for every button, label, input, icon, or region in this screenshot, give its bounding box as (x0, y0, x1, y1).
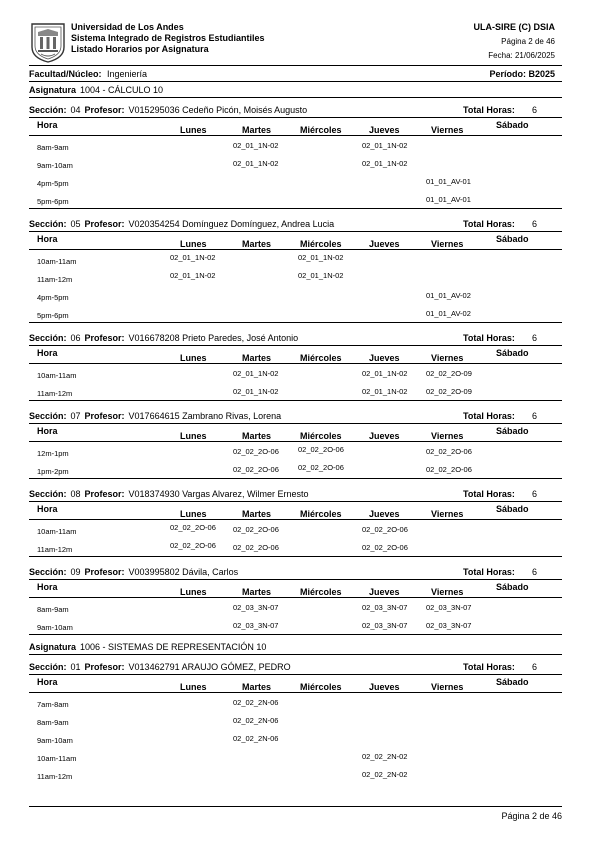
time-slot: 7am-8am (37, 700, 69, 709)
time-slot: 9am-10am (37, 736, 73, 745)
time-slot: 12m-1pm (37, 449, 69, 458)
professor-label: Profesor: (84, 219, 125, 229)
time-slot: 1pm-2pm (37, 467, 69, 476)
section-label: Sección: (29, 567, 67, 577)
time-slot: 11am-12m (37, 389, 73, 398)
total-hours-label: Total Horas: (463, 662, 515, 672)
section-label: Sección: (29, 333, 67, 343)
subject-label: Asignatura (29, 642, 77, 652)
room-cell: 02_02_2O-06 (298, 463, 344, 472)
room-cell: 02_02_2O-06 (170, 541, 216, 550)
divider (29, 478, 562, 479)
room-cell: 02_02_2O-06 (233, 465, 279, 474)
page-number-header: Página 2 de 46 (501, 37, 555, 46)
divider (29, 634, 562, 635)
report-title: Listado Horarios por Asignatura (71, 44, 209, 54)
time-slot: 10am-11am (37, 371, 77, 380)
room-cell: 02_02_2O-06 (298, 445, 344, 454)
room-cell: 02_01_1N-02 (233, 387, 279, 396)
section-number: 04 (70, 105, 81, 115)
subject-name: 1004 - CÁLCULO 10 (80, 85, 164, 95)
column-header-martes: Martes (242, 431, 272, 441)
system-name: Sistema Integrado de Registros Estudiantiles (71, 33, 265, 43)
total-hours-value: 6 (532, 489, 538, 499)
faculty-row (29, 69, 147, 79)
section-header (29, 411, 281, 421)
faculty-label: Facultad/Núcleo: (29, 69, 102, 79)
divider (29, 423, 562, 424)
column-header-hora: Hora (37, 582, 58, 592)
column-header-lunes: Lunes (180, 587, 207, 597)
app-name: ULA-SIRE (C) DSIA (473, 22, 555, 32)
column-header-hora: Hora (37, 426, 58, 436)
column-header-martes: Martes (242, 682, 272, 692)
room-cell: 02_01_1N-02 (362, 141, 408, 150)
time-slot: 11am-12m (37, 772, 73, 781)
column-header-hora: Hora (37, 120, 58, 130)
time-slot: 8am-9am (37, 143, 69, 152)
column-header-jueves: Jueves (369, 682, 400, 692)
total-hours-label: Total Horas: (463, 333, 515, 343)
column-header-hora: Hora (37, 504, 58, 514)
section-header (29, 333, 298, 343)
column-header-jueves: Jueves (369, 509, 400, 519)
section-label: Sección: (29, 662, 67, 672)
time-slot: 8am-9am (37, 718, 69, 727)
column-header-martes: Martes (242, 125, 272, 135)
professor-name: V018374930 Vargas Alvarez, Wilmer Ernesto (128, 489, 309, 499)
total-hours-label: Total Horas: (463, 105, 515, 115)
column-header-sabado: Sábado (496, 426, 529, 436)
room-cell: 02_01_1N-02 (170, 271, 216, 280)
total-hours-value: 6 (532, 333, 538, 343)
room-cell: 02_02_2N-06 (233, 716, 279, 725)
professor-label: Profesor: (84, 489, 125, 499)
section-number: 01 (70, 662, 81, 672)
room-cell: 02_03_3N-07 (233, 621, 279, 630)
section-number: 06 (70, 333, 81, 343)
column-header-viernes: Viernes (431, 353, 464, 363)
room-cell: 02_02_2N-02 (362, 752, 408, 761)
column-header-hora: Hora (37, 348, 58, 358)
section-number: 08 (70, 489, 81, 499)
professor-label: Profesor: (84, 662, 125, 672)
divider (29, 654, 562, 655)
divider (29, 692, 562, 693)
room-cell: 02_03_3N-07 (362, 603, 408, 612)
room-cell: 02_01_1N-02 (362, 387, 408, 396)
professor-label: Profesor: (84, 567, 125, 577)
column-header-sabado: Sábado (496, 120, 529, 130)
column-header-lunes: Lunes (180, 509, 207, 519)
section-number: 09 (70, 567, 81, 577)
column-header-lunes: Lunes (180, 353, 207, 363)
total-hours-label: Total Horas: (463, 219, 515, 229)
column-header-mier: Miércoles (300, 125, 342, 135)
room-cell: 02_02_2O-06 (362, 543, 408, 552)
room-cell: 02_02_2O-09 (426, 369, 472, 378)
subject-label: Asignatura (29, 85, 77, 95)
time-slot: 4pm-5pm (37, 179, 69, 188)
room-cell: 02_01_1N-02 (362, 159, 408, 168)
column-header-martes: Martes (242, 353, 272, 363)
column-header-martes: Martes (242, 509, 272, 519)
faculty-value: Ingeniería (107, 69, 148, 79)
time-slot: 9am-10am (37, 161, 73, 170)
column-header-viernes: Viernes (431, 239, 464, 249)
divider (29, 674, 562, 675)
room-cell: 02_01_1N-02 (233, 159, 279, 168)
column-header-lunes: Lunes (180, 682, 207, 692)
column-header-sabado: Sábado (496, 677, 529, 687)
section-number: 07 (70, 411, 81, 421)
professor-name: V003995802 Dávila, Carlos (128, 567, 239, 577)
column-header-viernes: Viernes (431, 125, 464, 135)
footer-divider (29, 806, 562, 807)
time-slot: 10am-11am (37, 257, 77, 266)
divider (29, 81, 562, 82)
university-seal-logo (29, 21, 67, 63)
column-header-mier: Miércoles (300, 682, 342, 692)
total-hours-value: 6 (532, 219, 538, 229)
column-header-mier: Miércoles (300, 509, 342, 519)
room-cell: 02_01_1N-02 (170, 253, 216, 262)
divider (29, 65, 562, 66)
room-cell: 02_02_2N-06 (233, 698, 279, 707)
column-header-jueves: Jueves (369, 431, 400, 441)
total-hours-label: Total Horas: (463, 567, 515, 577)
room-cell: 02_02_2O-06 (426, 447, 472, 456)
divider (29, 117, 562, 118)
room-cell: 02_01_1N-02 (233, 141, 279, 150)
total-hours-value: 6 (532, 411, 538, 421)
room-cell: 01_01_AV-01 (426, 195, 471, 204)
section-header (29, 105, 307, 115)
room-cell: 02_03_3N-07 (233, 603, 279, 612)
time-slot: 10am-11am (37, 527, 77, 536)
total-hours-label: Total Horas: (463, 411, 515, 421)
column-header-martes: Martes (242, 587, 272, 597)
time-slot: 11am-12m (37, 545, 73, 554)
professor-label: Profesor: (84, 411, 125, 421)
room-cell: 02_02_2O-09 (426, 387, 472, 396)
column-header-sabado: Sábado (496, 234, 529, 244)
divider (29, 597, 562, 598)
section-label: Sección: (29, 411, 67, 421)
time-slot: 5pm-6pm (37, 197, 69, 206)
divider (29, 501, 562, 502)
subject-title (29, 85, 163, 95)
section-header (29, 489, 308, 499)
column-header-hora: Hora (37, 234, 58, 244)
column-header-mier: Miércoles (300, 587, 342, 597)
professor-name: V013462791 ARAUJO GÓMEZ, PEDRO (128, 662, 291, 672)
university-name: Universidad de Los Andes (71, 22, 184, 32)
section-header (29, 567, 238, 577)
professor-name: V016678208 Prieto Paredes, José Antonio (128, 333, 299, 343)
divider (29, 97, 562, 98)
subject-title (29, 642, 266, 652)
column-header-sabado: Sábado (496, 582, 529, 592)
room-cell: 02_02_2O-06 (233, 543, 279, 552)
column-header-viernes: Viernes (431, 587, 464, 597)
section-header (29, 662, 291, 672)
total-hours-label: Total Horas: (463, 489, 515, 499)
time-slot: 5pm-6pm (37, 311, 69, 320)
page-number-footer: Página 2 de 46 (501, 811, 562, 821)
room-cell: 02_01_1N-02 (233, 369, 279, 378)
section-label: Sección: (29, 489, 67, 499)
room-cell: 01_01_AV-01 (426, 177, 471, 186)
divider (29, 441, 562, 442)
column-header-mier: Miércoles (300, 431, 342, 441)
room-cell: 02_02_2O-06 (362, 525, 408, 534)
professor-name: V017664615 Zambrano Rivas, Lorena (128, 411, 282, 421)
time-slot: 11am-12m (37, 275, 73, 284)
section-header (29, 219, 334, 229)
subject-name: 1006 - SISTEMAS DE REPRESENTACIÓN 10 (80, 642, 267, 652)
room-cell: 02_02_2O-06 (426, 465, 472, 474)
divider (29, 231, 562, 232)
divider (29, 400, 562, 401)
professor-label: Profesor: (84, 105, 125, 115)
time-slot: 10am-11am (37, 754, 77, 763)
column-header-lunes: Lunes (180, 431, 207, 441)
column-header-lunes: Lunes (180, 239, 207, 249)
room-cell: 01_01_AV-02 (426, 309, 471, 318)
time-slot: 9am-10am (37, 623, 73, 632)
time-slot: 8am-9am (37, 605, 69, 614)
column-header-jueves: Jueves (369, 125, 400, 135)
period: Período: B2025 (489, 69, 555, 79)
column-header-mier: Miércoles (300, 353, 342, 363)
divider (29, 556, 562, 557)
professor-label: Profesor: (84, 333, 125, 343)
section-number: 05 (70, 219, 81, 229)
room-cell: 02_02_2O-06 (233, 525, 279, 534)
divider (29, 135, 562, 136)
room-cell: 02_01_1N-02 (298, 271, 344, 280)
divider (29, 519, 562, 520)
column-header-jueves: Jueves (369, 587, 400, 597)
report-date: Fecha: 21/06/2025 (488, 51, 555, 60)
room-cell: 02_03_3N-07 (426, 621, 472, 630)
column-header-jueves: Jueves (369, 239, 400, 249)
room-cell: 01_01_AV-02 (426, 291, 471, 300)
column-header-viernes: Viernes (431, 431, 464, 441)
room-cell: 02_02_2N-02 (362, 770, 408, 779)
column-header-mier: Miércoles (300, 239, 342, 249)
total-hours-value: 6 (532, 105, 538, 115)
column-header-sabado: Sábado (496, 504, 529, 514)
total-hours-value: 6 (532, 662, 538, 672)
column-header-viernes: Viernes (431, 682, 464, 692)
room-cell: 02_03_3N-07 (426, 603, 472, 612)
divider (29, 345, 562, 346)
divider (29, 208, 562, 209)
room-cell: 02_03_3N-07 (362, 621, 408, 630)
section-label: Sección: (29, 105, 67, 115)
total-hours-value: 6 (532, 567, 538, 577)
column-header-jueves: Jueves (369, 353, 400, 363)
professor-name: V020354254 Domínguez Domínguez, Andrea Lucia (128, 219, 335, 229)
column-header-hora: Hora (37, 677, 58, 687)
room-cell: 02_02_2N-06 (233, 734, 279, 743)
divider (29, 363, 562, 364)
professor-name: V015295036 Cedeño Picón, Moisés Augusto (128, 105, 308, 115)
column-header-martes: Martes (242, 239, 272, 249)
section-label: Sección: (29, 219, 67, 229)
column-header-viernes: Viernes (431, 509, 464, 519)
divider (29, 322, 562, 323)
time-slot: 4pm-5pm (37, 293, 69, 302)
divider (29, 579, 562, 580)
room-cell: 02_01_1N-02 (298, 253, 344, 262)
room-cell: 02_02_2O-06 (170, 523, 216, 532)
room-cell: 02_02_2O-06 (233, 447, 279, 456)
divider (29, 249, 562, 250)
column-header-sabado: Sábado (496, 348, 529, 358)
column-header-lunes: Lunes (180, 125, 207, 135)
room-cell: 02_01_1N-02 (362, 369, 408, 378)
